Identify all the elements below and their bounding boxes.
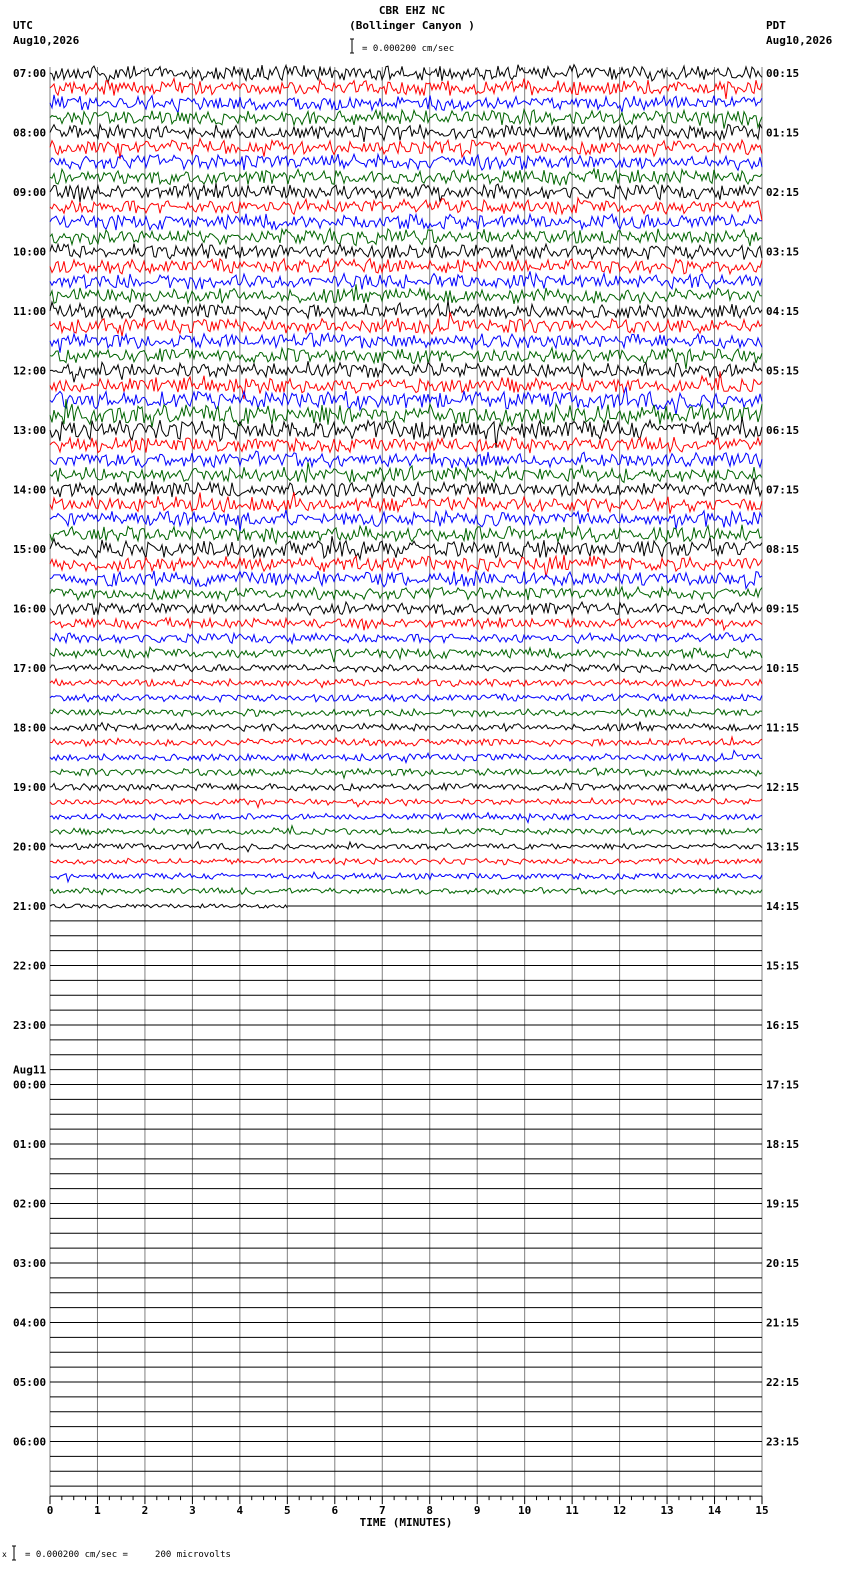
x-tick-label-8: 8	[426, 1504, 434, 1518]
trace-row-14	[50, 271, 762, 289]
trace-row-40	[50, 664, 762, 673]
left-hour-label-3: 10:00	[13, 245, 47, 259]
right-hour-label-7: 07:15	[766, 483, 800, 497]
trace-row-54	[50, 872, 762, 882]
right-hour-label-23: 23:15	[766, 1435, 800, 1449]
right-hour-label-22: 22:15	[766, 1376, 800, 1389]
trace-row-2	[50, 95, 762, 113]
trace-row-50	[50, 813, 762, 823]
trace-row-42	[50, 694, 762, 702]
x-tick-label-1: 1	[94, 1504, 101, 1518]
right-hour-label-13: 13:15	[766, 840, 800, 854]
left-hour-label-15: 22:00	[13, 959, 47, 973]
right-hour-label-9: 09:15	[766, 602, 800, 616]
left-hour-label-19: 02:00	[13, 1197, 47, 1211]
trace-row-28	[50, 478, 762, 497]
trace-row-48	[50, 783, 762, 791]
trace-row-52	[50, 842, 762, 852]
footer-scale-bar-icon	[12, 1546, 16, 1560]
x-tick-label-14: 14	[707, 1504, 722, 1518]
right-hour-label-17: 17:15	[766, 1078, 800, 1092]
footer-prefix: x	[2, 1550, 7, 1559]
trace-row-1	[50, 79, 762, 99]
trace-row-41	[50, 679, 762, 688]
trace-row-13	[50, 259, 762, 274]
right-hour-label-0: 00:15	[766, 67, 800, 80]
x-tick-label-2: 2	[141, 1504, 149, 1518]
trace-row-46	[50, 750, 762, 762]
trace-row-11	[50, 229, 762, 247]
scale-bar-icon	[350, 39, 354, 53]
trace-row-32	[50, 536, 762, 559]
left-hour-label-18: 01:00	[13, 1138, 47, 1151]
left-hour-label-8: 15:00	[13, 543, 47, 556]
trace-row-19	[50, 348, 762, 369]
right-hour-label-14: 14:15	[766, 900, 800, 913]
trace-row-45	[50, 737, 762, 746]
trace-row-12	[50, 244, 762, 260]
trace-row-18	[50, 333, 762, 353]
right-hour-label-4: 04:15	[766, 305, 800, 318]
trace-row-35	[50, 587, 762, 601]
x-tick-label-6: 6	[331, 1504, 339, 1518]
trace-row-47	[50, 768, 762, 778]
trace-row-25	[50, 437, 762, 453]
trace-row-9	[50, 198, 762, 220]
trace-row-8	[50, 183, 762, 202]
right-date: Aug10,2026	[766, 34, 833, 47]
trace-row-31	[50, 525, 762, 544]
trace-row-15	[50, 284, 762, 304]
x-tick-label-12: 12	[612, 1504, 627, 1518]
x-tick-label-15: 15	[755, 1504, 769, 1518]
left-date: Aug10,2026	[13, 34, 80, 47]
trace-row-49	[50, 798, 762, 808]
station-title: CBR EHZ NC	[378, 4, 446, 17]
left-hour-label-10: 17:00	[13, 662, 47, 675]
left-hour-label-5: 12:00	[13, 364, 47, 378]
station-site: (Bollinger Canyon )	[349, 19, 475, 32]
left-hour-label-17: 00:00	[13, 1078, 47, 1092]
trace-row-53	[50, 858, 762, 865]
trace-row-56	[50, 904, 287, 908]
right-hour-label-10: 10:15	[766, 662, 800, 675]
right-hour-label-2: 02:15	[766, 186, 800, 199]
x-tick-label-7: 7	[378, 1504, 386, 1518]
scale-bar-text: = 0.000200 cm/sec	[362, 44, 455, 54]
trace-row-26	[50, 451, 762, 468]
trace-row-27	[50, 462, 762, 482]
left-hour-label-22: 05:00	[13, 1376, 47, 1389]
left-hour-label-2: 09:00	[13, 186, 47, 199]
trace-row-0	[50, 65, 762, 83]
x-tick-label-11: 11	[565, 1504, 579, 1518]
left-hour-label-4: 11:00	[13, 305, 47, 318]
trace-row-20	[50, 361, 762, 382]
left-hour-label-20: 03:00	[13, 1257, 47, 1270]
trace-row-3	[50, 110, 762, 129]
right-hour-label-5: 05:15	[766, 364, 800, 378]
left-hour-label-23: 06:00	[13, 1435, 47, 1449]
right-hour-label-19: 19:15	[766, 1197, 800, 1211]
right-hour-label-8: 08:15	[766, 543, 800, 556]
x-tick-label-5: 5	[284, 1504, 291, 1518]
x-tick-label-10: 10	[518, 1504, 532, 1518]
trace-row-34	[50, 571, 762, 589]
left-hour-label-13: 20:00	[13, 840, 47, 854]
trace-row-38	[50, 633, 762, 644]
x-tick-label-3: 3	[189, 1504, 196, 1518]
right-hour-label-18: 18:15	[766, 1138, 800, 1151]
left-hour-label-16: 23:00	[13, 1019, 47, 1032]
right-hour-label-11: 11:15	[766, 721, 800, 735]
left-date-change-label: Aug11	[13, 1063, 47, 1077]
right-hour-label-15: 15:15	[766, 959, 800, 973]
right-hour-label-21: 21:15	[766, 1316, 800, 1330]
right-hour-label-6: 06:15	[766, 424, 800, 437]
left-hour-label-6: 13:00	[13, 424, 47, 437]
trace-row-51	[50, 826, 762, 835]
trace-row-30	[50, 510, 762, 531]
left-hour-label-1: 08:00	[13, 126, 47, 140]
trace-row-16	[50, 300, 762, 319]
left-timezone: UTC	[13, 19, 33, 32]
trace-row-44	[50, 722, 762, 732]
trace-row-23	[50, 399, 762, 427]
trace-row-39	[50, 647, 762, 662]
right-hour-label-16: 16:15	[766, 1019, 800, 1032]
trace-row-7	[50, 169, 762, 185]
trace-row-55	[50, 888, 762, 895]
right-hour-label-3: 03:15	[766, 245, 800, 259]
trace-row-10	[50, 214, 762, 230]
trace-row-37	[50, 618, 762, 631]
left-hour-label-7: 14:00	[13, 483, 47, 497]
right-hour-label-12: 12:15	[766, 781, 800, 794]
x-tick-label-13: 13	[660, 1504, 674, 1518]
right-hour-label-20: 20:15	[766, 1257, 800, 1270]
trace-row-4	[50, 125, 762, 142]
trace-row-6	[50, 154, 762, 170]
trace-row-36	[50, 602, 762, 615]
left-hour-label-14: 21:00	[13, 900, 47, 913]
left-hour-label-9: 16:00	[13, 602, 47, 616]
left-hour-label-11: 18:00	[13, 721, 47, 735]
trace-row-29	[50, 492, 762, 514]
footer-scale-text: = 0.000200 cm/sec = 200 microvolts	[25, 1550, 231, 1560]
right-hour-label-1: 01:15	[766, 126, 800, 140]
x-tick-label-4: 4	[236, 1504, 244, 1518]
x-tick-label-9: 9	[473, 1504, 481, 1518]
trace-row-33	[50, 555, 762, 577]
left-hour-label-21: 04:00	[13, 1316, 47, 1330]
trace-row-21	[50, 371, 762, 399]
right-timezone: PDT	[766, 19, 786, 32]
left-hour-label-12: 19:00	[13, 781, 47, 794]
left-hour-label-0: 07:00	[13, 67, 47, 80]
x-tick-label-0: 0	[46, 1504, 54, 1518]
trace-row-43	[50, 709, 762, 717]
x-axis-title: TIME (MINUTES)	[359, 1516, 453, 1530]
